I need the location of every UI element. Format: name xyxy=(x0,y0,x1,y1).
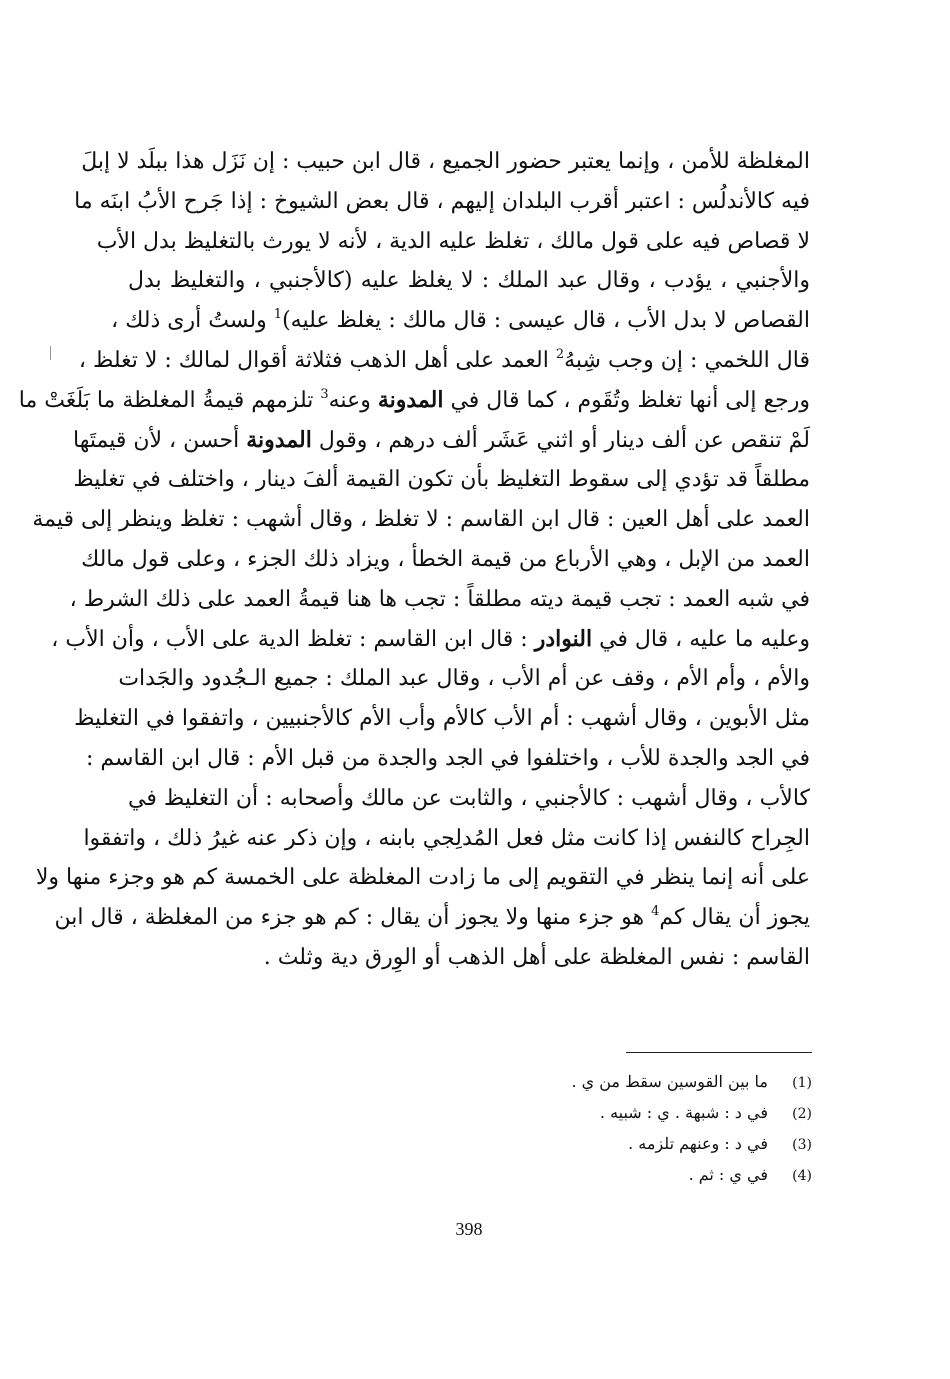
text-run: : قال ابن القاسم : تغلظ الدية على الأب ، وأن الأب ، xyxy=(51,626,535,652)
text-line xyxy=(83,819,810,859)
text-run: ولستُ أرى ذلك ، xyxy=(111,308,274,334)
footnote-item xyxy=(480,1159,812,1190)
text-run: في شبه العمد : تجب قيمة ديته مطلقاً : تجب ها هنا قيمةُ العمد على ذلك الشرط ، xyxy=(69,586,810,612)
text-run: لَمْ تنقص عن ألف دينار أو اثني عَشَر ألف درهم ، وقول xyxy=(311,427,810,453)
footnote-number: (3) xyxy=(792,1137,812,1153)
text-run: أحسن ، لأن قيمتَها xyxy=(73,427,247,453)
text-run: مطلقاً قد تؤدي إلى سقوط التغليظ بأن تكون القيمة ألفَ دينار ، واختلف في تغليظ xyxy=(73,467,810,493)
text-run: فيه كالأندلُس : اعتبر أقرب البلدان إليهم ، قال بعض الشيوخ : إذا جَرح الأبُ ابنَه ما xyxy=(74,188,810,214)
footnote-reference: 1 xyxy=(273,307,283,323)
text-line xyxy=(81,540,810,580)
margin-mark xyxy=(50,346,51,360)
text-run: على أنه إنما ينظر في التقويم إلى ما زادت المغلظة على الخمسة كم هو وجزء منها ولا xyxy=(35,865,810,891)
text-run: تلزمهم قيمةُ المغلظة ما بَلَغَتْ ما xyxy=(18,387,321,413)
footnote-item xyxy=(480,1128,812,1159)
book-title: المدونة xyxy=(246,426,312,453)
text-run: وعليه ما عليه ، قال في xyxy=(592,626,810,652)
text-run: والأم ، وأم الأم ، وقف عن أم الأب ، وقال عبد الملك : جميع الـجُدود والجَدات xyxy=(118,666,810,692)
footnote-reference: 3 xyxy=(320,386,329,402)
footnote-text: في د : وعنهم تلزمه . xyxy=(628,1134,768,1153)
footnotes xyxy=(480,1066,812,1190)
text-line xyxy=(128,261,810,301)
text-run: يجوز أن يقال كم xyxy=(659,905,810,931)
main-text-block xyxy=(18,142,810,978)
book-title: المدونة xyxy=(377,386,444,413)
text-run: قال اللخمي : إن وجب شِبهُ xyxy=(564,347,810,373)
text-line xyxy=(51,620,810,660)
text-run: العمد على أهل الذهب فثلاثة أقوال لمالك : لا تغلظ ، xyxy=(78,347,556,373)
text-line xyxy=(96,222,810,262)
footnote-reference: 2 xyxy=(555,346,565,362)
footnote-number: (1) xyxy=(792,1075,812,1091)
text-run: هو جزء منها ولا يجوز أن يقال : كم هو جزء من المغلظة ، قال ابن xyxy=(54,905,652,931)
text-run: المغلظة للأمن ، وإنما يعتبر حضور الجميع ، قال ابن حبيب : إن نَزَل هذا ببلَد لا إبلَ xyxy=(81,149,810,174)
text-line xyxy=(69,580,810,620)
text-line xyxy=(111,301,810,341)
footnote-divider xyxy=(626,1052,812,1053)
text-run: العمد من الإبل ، وهي الأرباع من قيمة الخطأ ، ويزاد ذلك الجزء ، وعلى قول مالك xyxy=(81,546,810,572)
footnote-text: في ي : ثم . xyxy=(688,1165,768,1184)
text-line xyxy=(78,341,810,381)
footnote-text: في د : شبهة . ي : شبيه . xyxy=(599,1103,768,1122)
page-number: 398 xyxy=(455,1219,483,1239)
text-line xyxy=(74,182,810,222)
text-run: لا قصاص فيه على قول مالك ، تغلظ عليه الدية ، لأنه لا يورث بالتغليظ بدل الأب xyxy=(96,228,810,254)
text-line xyxy=(18,381,810,421)
text-line xyxy=(85,739,810,779)
footnote-number: (4) xyxy=(792,1168,812,1184)
footnote-text: ما بين القوسين سقط من ي . xyxy=(571,1072,768,1091)
text-run: القاسم : نفس المغلظة على أهل الذهب أو الوِرق دية وثلث . xyxy=(263,944,810,970)
text-run: الجِراح كالنفس إذا كانت مثل فعل المُدلِجي بابنه ، وإن ذكر عنه غيرُ ذلك ، واتفقوا xyxy=(83,825,810,851)
text-line xyxy=(118,659,810,699)
text-run: القصاص لا بدل الأب ، قال عيسى : قال مالك : يغلظ عليه) xyxy=(282,308,810,334)
footnote-item xyxy=(480,1097,812,1128)
text-run: والأجنبي ، يؤدب ، وقال عبد الملك : لا يغلظ عليه (كالأجنبي ، والتغليظ بدل xyxy=(128,268,810,294)
text-line xyxy=(73,421,810,461)
text-line xyxy=(35,858,810,898)
text-run: وعنه xyxy=(328,387,378,413)
text-line xyxy=(73,460,810,500)
footnote-reference: 4 xyxy=(651,904,660,920)
text-run: ورجع إلى أنها تغلظ وتُقَوم ، كما قال في xyxy=(443,387,810,413)
text-line xyxy=(128,938,810,978)
text-line xyxy=(128,779,810,819)
text-line xyxy=(81,142,810,182)
text-run: العمد على أهل العين : قال ابن القاسم : لا تغلظ ، وقال أشهب : تغلظ وينظر إلى قيمة xyxy=(32,507,810,533)
footnote-item xyxy=(480,1066,812,1097)
footnote-number: (2) xyxy=(792,1106,812,1122)
book-title: النوادر xyxy=(534,625,593,652)
text-line xyxy=(32,500,810,540)
text-line xyxy=(74,699,810,739)
text-line xyxy=(54,898,810,938)
text-run: في الجد والجدة للأب ، واختلفوا في الجد والجدة من قبل الأم : قال ابن القاسم : xyxy=(85,745,810,771)
text-run: مثل الأبوين ، وقال أشهب : أم الأب كالأم وأب الأم كالأجنبيين ، واتفقوا في التغليظ xyxy=(74,706,810,732)
text-run: كالأب ، وقال أشهب : كالأجنبي ، والثابت عن مالك وأصحابه : أن التغليظ في xyxy=(128,785,810,811)
